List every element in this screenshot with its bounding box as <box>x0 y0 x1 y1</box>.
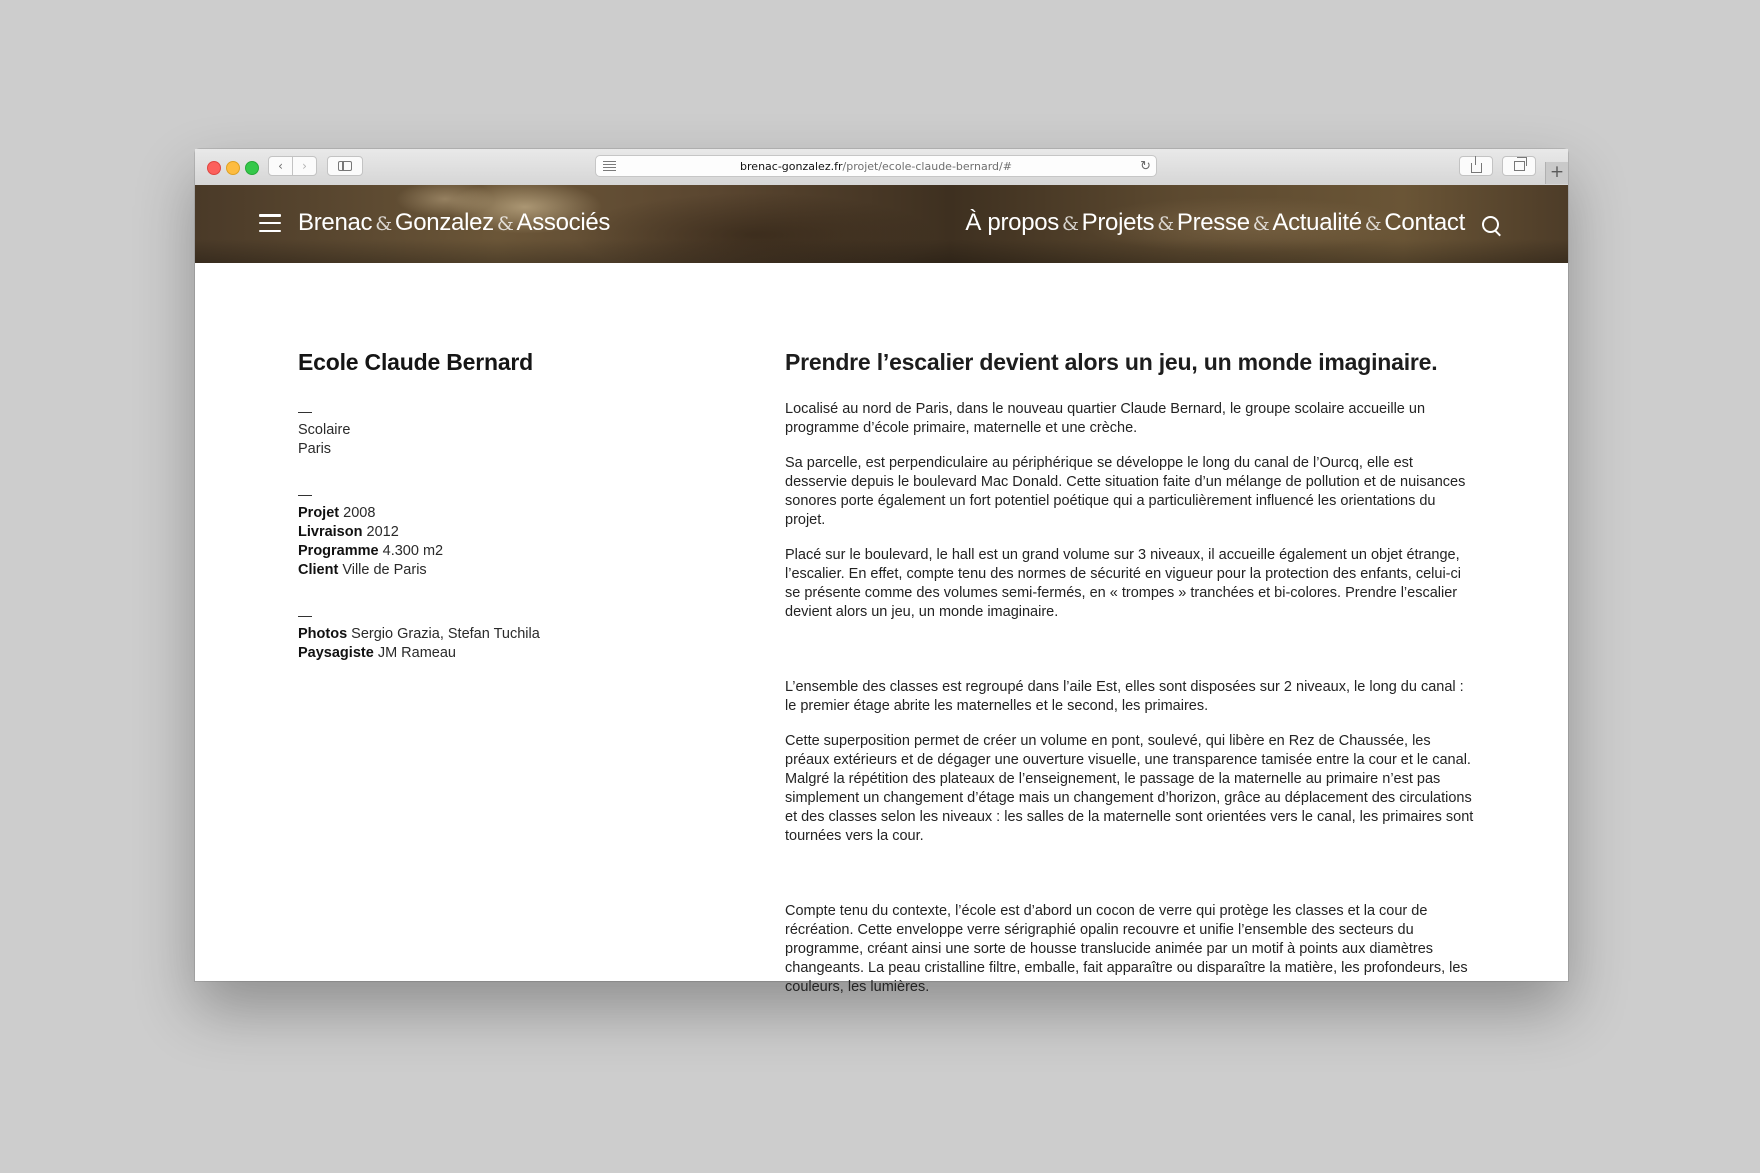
detail-label: Livraison <box>298 524 363 540</box>
ampersand-separator: & <box>375 213 392 235</box>
separator-dash: — <box>298 607 312 623</box>
article-lead: Prendre l’escalier devient alors un jeu, un monde imaginaire. <box>785 349 1438 375</box>
detail-label: Projet <box>298 505 340 521</box>
detail-value: 2008 <box>343 505 376 521</box>
brand-logo[interactable] <box>298 209 610 237</box>
sidebar-icon <box>338 161 352 171</box>
separator-dash: — <box>298 403 312 419</box>
minimize-window-button[interactable] <box>226 161 240 175</box>
detail-row <box>298 561 658 580</box>
project-city: Paris <box>298 441 332 457</box>
url-path: /projet/ecole-claude-bernard/# <box>842 160 1012 173</box>
ampersand-separator: & <box>496 213 514 235</box>
credit-row <box>298 625 658 644</box>
article-paragraph: Cette superposition permet de créer un volume en pont, soulevé, qui libère en Rez de Chaussée, les préaux extérieurs et de dégager une ouverture visuelle, une transparence tamisée entre la cour et le canal. Malgré la répétition des plateaux de l’enseignement, le passage de la maternelle au primaire n’est pas simplement un changement d’étage mais un changement d’horizon, grâce au déplacement des circulations et des classes selon les niveaux : les salles de la maternelle sont orientées vers le canal, les primaires sont tournées vers la cour. <box>785 733 1474 844</box>
article-paragraph: Compte tenu du contexte, l’école est d’abord un cocon de verre qui protège les classes et la cour de récréation. Cette enveloppe verre sérigraphié opalin recouvre et unifie l’ensemble des secteurs du programme, créant ainsi une sorte de housse translucide animée par un motif à points aux diamètres changeants. La peau cristalline filtre, emballe, fait apparaître ou disparaître la matière, les profondeurs, les couleurs, les lumières. <box>785 903 1468 995</box>
url-domain: brenac-gonzalez.fr <box>740 160 843 173</box>
url-text <box>596 160 1156 173</box>
detail-row <box>298 523 658 542</box>
article-paragraph: L’ensemble des classes est regroupé dans l’aile Est, elles sont disposées sur 2 niveaux, le long du canal : le premier étage abrite les maternelles et le second, les primaires. <box>785 679 1464 714</box>
detail-row <box>298 504 658 523</box>
project-sidebar <box>298 349 658 663</box>
main-nav <box>965 209 1465 237</box>
detail-value: 4.300 m2 <box>382 543 444 559</box>
credit-row <box>298 644 658 663</box>
browser-window <box>195 149 1568 995</box>
nav-link-projets[interactable]: Projets <box>1081 209 1155 236</box>
page-content <box>195 263 1568 995</box>
detail-value: Ville de Paris <box>342 562 427 578</box>
brand-part: Gonzalez <box>394 209 494 236</box>
credit-value: Sergio Grazia, Stefan Tuchila <box>351 626 540 642</box>
article-paragraph: Placé sur le boulevard, le hall est un grand volume sur 3 niveaux, il accueille également un objet étrange, l’escalier. En effet, compte tenu des normes de sécurité en vigueur pour la protection des enfants, celui-ci se présente comme des volumes semi-fermés, en « trompes » tranchées et bi-colores. Prendre l’escalier devient alors un jeu, un monde imaginaire. <box>785 547 1461 620</box>
credit-value: JM Rameau <box>377 645 456 661</box>
separator-dash: — <box>298 486 312 502</box>
credit-label: Paysagiste <box>298 645 374 661</box>
address-bar[interactable] <box>595 155 1157 177</box>
new-tab-button[interactable]: + <box>1545 162 1568 184</box>
zoom-window-button[interactable] <box>245 161 259 175</box>
browser-toolbar <box>195 149 1568 186</box>
detail-value: 2012 <box>366 524 399 540</box>
tabs-icon <box>1514 161 1525 171</box>
chevron-left-icon: ‹ <box>278 159 283 173</box>
share-button[interactable] <box>1459 156 1493 176</box>
reload-icon[interactable]: ↻ <box>1140 159 1151 174</box>
ampersand-separator: & <box>1157 213 1174 235</box>
detail-label: Client <box>298 562 339 578</box>
chevron-right-icon: › <box>302 159 307 173</box>
brand-part: Brenac <box>298 209 373 236</box>
share-icon <box>1471 163 1482 173</box>
site-header <box>195 185 1568 263</box>
forward-button[interactable] <box>292 156 317 176</box>
brand-part: Associés <box>516 209 611 236</box>
project-title: Ecole Claude Bernard <box>298 349 534 375</box>
back-button[interactable] <box>268 156 293 176</box>
detail-row <box>298 542 658 561</box>
detail-label: Programme <box>298 543 379 559</box>
nav-link-presse[interactable]: Presse <box>1176 209 1250 236</box>
project-article <box>785 349 1475 1013</box>
show-tabs-button[interactable] <box>1502 156 1536 176</box>
close-window-button[interactable] <box>207 161 221 175</box>
nav-link-a-propos[interactable]: À propos <box>965 209 1059 236</box>
search-icon[interactable] <box>1482 216 1499 233</box>
article-paragraph: Sa parcelle, est perpendiculaire au périphérique se développe le long du canal de l’Ourcq, elle est desservie depuis le boulevard Mac Donald. Cette situation faite d’un mélange de pollution et de nuisances sonores porte également un fort potentiel poétique qui a particulièrement influencé les orientations du projet. <box>785 455 1466 528</box>
ampersand-separator: & <box>1062 213 1079 235</box>
nav-link-contact[interactable]: Contact <box>1384 209 1465 236</box>
article-paragraph: Localisé au nord de Paris, dans le nouveau quartier Claude Bernard, le groupe scolaire accueille un programme d’école primaire, maternelle et une crèche. <box>785 401 1426 436</box>
ampersand-separator: & <box>1252 213 1270 235</box>
sidebar-toggle-button[interactable] <box>327 156 363 176</box>
nav-link-actualite[interactable]: Actualité <box>1272 209 1362 236</box>
ampersand-separator: & <box>1364 213 1382 235</box>
credit-label: Photos <box>298 626 348 642</box>
project-category: Scolaire <box>298 422 351 438</box>
hamburger-menu-icon[interactable] <box>259 214 281 232</box>
